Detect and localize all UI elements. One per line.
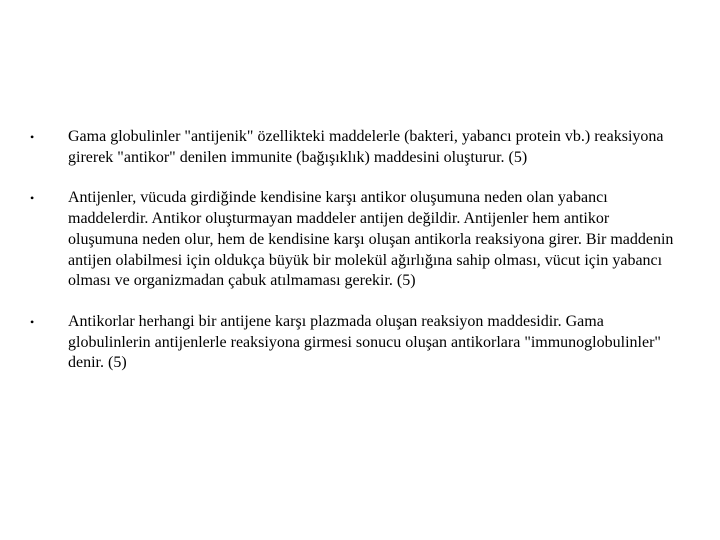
bullet-icon: •: [30, 191, 35, 206]
bullet-icon: •: [30, 314, 35, 329]
bullet-list: [30, 127, 690, 374]
bullet-item-antikorlar: [30, 312, 690, 374]
bullet-text: Gama globulinler "antijenik" özellikteki maddelerle (bakteri, yabancı protein vb.) reaksiyona girerek "antikor" denilen immunite (bağışıklık) maddesini oluşturur. (5): [68, 128, 664, 166]
bullet-text: Antikorlar herhangi bir antijene karşı plazmada oluşan reaksiyon maddesidir. Gama globulinlerin antijenlerle reaksiyona girmesi sonucu oluşan antikorlara "immunoglobulinler" denir. (5): [68, 312, 661, 372]
bullet-item-gama-globulinler: [30, 127, 690, 168]
bullet-text: Antijenler, vücuda girdiğinde kendisine karşı antikor oluşumuna neden olan yabancı maddelerdir. Antikor oluşturmayan maddeler antijen değildir. Antijenler hem antikor oluşumuna neden olur, hem de kendisine karşı oluşan antikorla reaksiyona girer. Bir maddenin antijen olabilmesi için oldukça büyük bir molekül ağırlığına sahip olması, vücut için yabancı olması ve organizmadan çabuk atılmaması gerekir. (5): [68, 189, 674, 290]
bullet-item-antijenler: [30, 188, 690, 292]
bullet-icon: •: [30, 130, 35, 144]
